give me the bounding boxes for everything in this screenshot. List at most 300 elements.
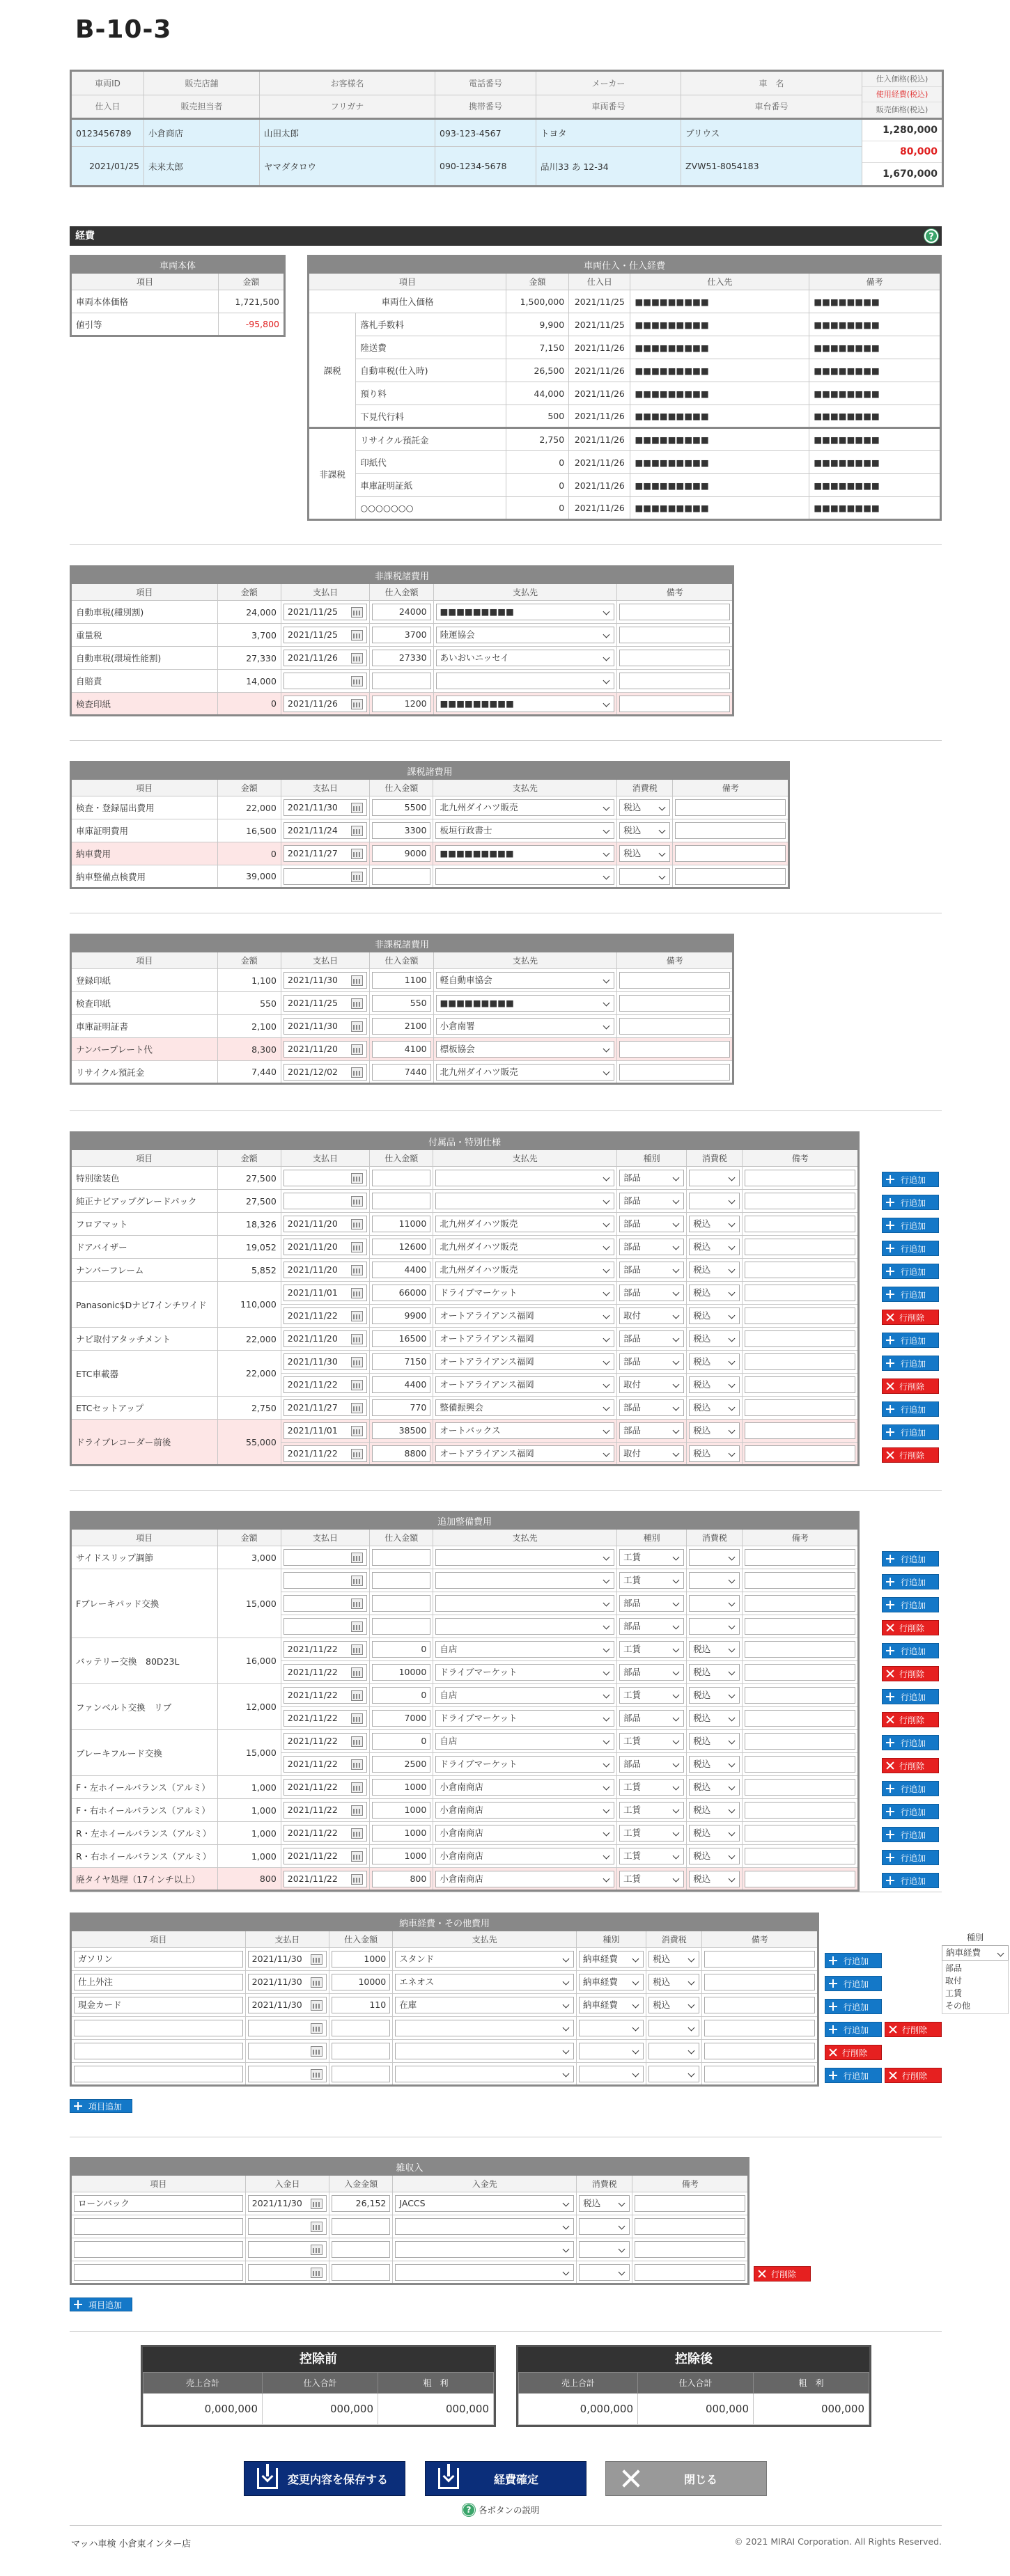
date-input[interactable] — [283, 1733, 367, 1750]
kind-select[interactable]: 部品 — [619, 1664, 684, 1681]
cost-input[interactable]: 9900 — [372, 1307, 430, 1324]
cost-input[interactable]: 0 — [372, 1733, 430, 1750]
payee-select[interactable]: オートアライアンス福岡 — [435, 1445, 614, 1462]
note-input[interactable] — [745, 1307, 855, 1324]
add-row-button[interactable] — [882, 1643, 939, 1658]
cost-input[interactable]: 4400 — [372, 1376, 430, 1393]
cost-input[interactable] — [372, 1572, 430, 1589]
payee-select[interactable] — [435, 1193, 614, 1209]
tax-select[interactable]: 税込 — [689, 1239, 740, 1255]
tax-select[interactable]: 税込 — [689, 1825, 740, 1841]
payee-select[interactable] — [436, 673, 615, 689]
calendar-icon[interactable] — [311, 1954, 323, 1965]
note-input[interactable] — [619, 1018, 730, 1035]
tax-select[interactable]: 税込 — [689, 1262, 740, 1278]
cost-input[interactable]: 4400 — [372, 1262, 430, 1278]
date-input[interactable] — [283, 1018, 367, 1035]
tax-select[interactable] — [579, 2241, 630, 2258]
cost-input[interactable]: 8800 — [372, 1445, 430, 1462]
add-row-button[interactable] — [882, 1689, 939, 1704]
date-input[interactable] — [283, 1262, 367, 1278]
add-row-button[interactable] — [882, 1424, 939, 1440]
date-input[interactable] — [283, 1641, 367, 1658]
tax-select[interactable]: 税込 — [689, 1848, 740, 1864]
note-input[interactable] — [745, 1262, 855, 1278]
tax-select[interactable] — [619, 868, 670, 885]
date-input[interactable] — [283, 1399, 367, 1416]
note-input[interactable] — [745, 1170, 855, 1186]
note-input[interactable] — [745, 1595, 855, 1612]
note-input[interactable] — [675, 799, 786, 816]
add-row-button[interactable] — [882, 1218, 939, 1233]
cost-input[interactable]: 12600 — [372, 1239, 430, 1255]
note-input[interactable] — [745, 1802, 855, 1819]
payee-select[interactable] — [395, 2020, 574, 2036]
cost-input[interactable] — [332, 2066, 390, 2082]
kind-select[interactable]: 部品 — [619, 1618, 684, 1635]
cost-input[interactable]: 1100 — [372, 972, 430, 989]
date-input[interactable] — [283, 1664, 367, 1681]
calendar-icon[interactable] — [351, 1311, 363, 1321]
kind-select[interactable] — [579, 2066, 644, 2082]
note-input[interactable] — [675, 845, 786, 862]
calendar-icon[interactable] — [351, 1644, 363, 1655]
note-input[interactable] — [745, 1216, 855, 1232]
cost-input[interactable]: 7000 — [372, 1710, 430, 1727]
cost-input[interactable]: 10000 — [372, 1664, 430, 1681]
kind-option[interactable]: その他 — [945, 2001, 971, 2011]
add-row-button[interactable] — [882, 1551, 939, 1566]
note-input[interactable] — [619, 1041, 730, 1058]
delete-row-button[interactable] — [882, 1712, 939, 1727]
kind-select[interactable] — [579, 2020, 644, 2036]
note-input[interactable] — [704, 2066, 815, 2082]
add-row-button[interactable] — [882, 1264, 939, 1279]
tax-select[interactable]: 税込 — [689, 1664, 740, 1681]
payee-select[interactable]: 北九州ダイハツ販売 — [436, 1064, 615, 1081]
date-input[interactable] — [283, 1422, 367, 1439]
calendar-icon[interactable] — [351, 676, 363, 686]
calendar-icon[interactable] — [311, 2245, 323, 2255]
date-input[interactable] — [283, 1445, 367, 1462]
calendar-icon[interactable] — [311, 2199, 323, 2209]
tax-select[interactable] — [579, 2264, 630, 2281]
cost-input[interactable]: 27330 — [372, 650, 430, 666]
date-input[interactable] — [248, 2043, 327, 2059]
calendar-icon[interactable] — [351, 653, 363, 663]
tax-select[interactable]: 税込 — [689, 1307, 740, 1324]
date-input[interactable] — [283, 696, 367, 712]
date-input[interactable] — [248, 1974, 327, 1990]
tax-select[interactable] — [689, 1193, 740, 1209]
calendar-icon[interactable] — [351, 1667, 363, 1678]
payee-select[interactable]: 北九州ダイハツ販売 — [435, 1239, 614, 1255]
payee-select[interactable]: あいおいニッセイ — [436, 650, 615, 666]
calendar-icon[interactable] — [351, 1219, 363, 1230]
tax-select[interactable]: 税込 — [689, 1802, 740, 1819]
payee-select[interactable]: ■■■■■■■■■ — [435, 845, 614, 862]
calendar-icon[interactable] — [351, 849, 363, 859]
payee-select[interactable] — [435, 868, 614, 885]
note-input[interactable] — [745, 1687, 855, 1704]
cost-input[interactable]: 1000 — [372, 1848, 430, 1864]
calendar-icon[interactable] — [351, 1851, 363, 1862]
delete-row-button[interactable] — [754, 2266, 811, 2282]
tax-select[interactable]: 税込 — [689, 1216, 740, 1232]
payee-select[interactable]: ドライブマーケット — [435, 1756, 614, 1773]
amount-input[interactable]: 26,152 — [332, 2195, 390, 2212]
payee-select[interactable] — [435, 1170, 614, 1186]
cost-input[interactable] — [372, 1595, 430, 1612]
kind-select[interactable]: 部品 — [619, 1285, 684, 1301]
calendar-icon[interactable] — [351, 699, 363, 709]
tax-select[interactable] — [689, 1572, 740, 1589]
calendar-icon[interactable] — [351, 1196, 363, 1207]
add-row-button[interactable] — [825, 1976, 882, 1991]
add-row-button[interactable] — [882, 1781, 939, 1796]
tax-select[interactable]: 税込 — [689, 1330, 740, 1347]
kind-select[interactable]: 部品 — [619, 1422, 684, 1439]
amount-input[interactable] — [332, 2264, 390, 2281]
date-input[interactable] — [283, 673, 367, 689]
calendar-icon[interactable] — [351, 975, 363, 986]
payee-select[interactable]: スタンド — [395, 1951, 574, 1968]
note-input[interactable] — [745, 1285, 855, 1301]
calendar-icon[interactable] — [351, 1265, 363, 1275]
item-input[interactable] — [74, 2043, 243, 2059]
note-input[interactable] — [704, 2043, 815, 2059]
tax-select[interactable] — [689, 1618, 740, 1635]
date-input[interactable] — [283, 799, 367, 816]
tax-select[interactable] — [689, 1595, 740, 1612]
tax-select[interactable]: 税込 — [689, 1641, 740, 1658]
calendar-icon[interactable] — [351, 1828, 363, 1839]
note-input[interactable] — [745, 1848, 855, 1864]
calendar-icon[interactable] — [351, 630, 363, 641]
note-input[interactable] — [619, 650, 730, 666]
payee-select[interactable]: オートアライアンス福岡 — [435, 1376, 614, 1393]
calendar-icon[interactable] — [351, 1334, 363, 1344]
date-input[interactable] — [248, 2195, 327, 2212]
date-input[interactable] — [283, 1170, 367, 1186]
payee-select[interactable]: 在庫 — [395, 1997, 574, 2013]
note-input[interactable] — [745, 1618, 855, 1635]
date-input[interactable] — [248, 1997, 327, 2013]
payee-select[interactable]: オートバックス — [435, 1422, 614, 1439]
note-input[interactable] — [619, 696, 730, 712]
kind-select[interactable]: 取付 — [619, 1307, 684, 1324]
tax-select[interactable] — [689, 1549, 740, 1566]
payee-select[interactable] — [435, 1572, 614, 1589]
calendar-icon[interactable] — [311, 2069, 323, 2080]
payee-select[interactable] — [395, 2066, 574, 2082]
item-input[interactable] — [74, 2066, 243, 2082]
kind-select[interactable]: 工賃 — [619, 1779, 684, 1796]
kind-select[interactable]: 部品 — [619, 1595, 684, 1612]
date-input[interactable] — [283, 1595, 367, 1612]
tax-select[interactable]: 税込 — [648, 1974, 699, 1990]
note-input[interactable] — [745, 1733, 855, 1750]
delete-row-button[interactable] — [885, 2022, 942, 2037]
kind-select[interactable]: 部品 — [619, 1330, 684, 1347]
cost-input[interactable]: 16500 — [372, 1330, 430, 1347]
note-input[interactable] — [745, 1376, 855, 1393]
kind-option[interactable]: 工賃 — [945, 1988, 963, 1998]
date-input[interactable] — [283, 1376, 367, 1393]
note-input[interactable] — [745, 1549, 855, 1566]
note-input[interactable] — [635, 2264, 745, 2281]
cost-input[interactable]: 66000 — [372, 1285, 430, 1301]
tax-select[interactable]: 税込 — [689, 1756, 740, 1773]
note-input[interactable] — [704, 2020, 815, 2036]
calendar-icon[interactable] — [351, 1621, 363, 1632]
cost-input[interactable]: 5500 — [372, 799, 430, 816]
kind-select[interactable]: 部品 — [619, 1399, 684, 1416]
delete-row-button[interactable] — [882, 1310, 939, 1325]
add-row-button[interactable] — [825, 2022, 882, 2037]
note-input[interactable] — [745, 1353, 855, 1370]
add-row-button[interactable] — [882, 1401, 939, 1417]
payee-select[interactable]: 陸運協会 — [436, 627, 615, 643]
item-input[interactable] — [74, 2218, 243, 2235]
tax-select[interactable] — [579, 2218, 630, 2235]
tax-select[interactable] — [689, 1170, 740, 1186]
kind-select[interactable]: 部品 — [619, 1262, 684, 1278]
tax-select[interactable]: 税込 — [689, 1710, 740, 1727]
payee-select[interactable]: 小倉南商店 — [435, 1848, 614, 1864]
note-input[interactable] — [704, 1951, 815, 1968]
item-input[interactable] — [74, 2020, 243, 2036]
tax-select[interactable]: 税込 — [689, 1779, 740, 1796]
date-input[interactable] — [283, 1064, 367, 1081]
payee-select[interactable]: 小倉南署 — [436, 1018, 615, 1035]
cost-input[interactable]: 3300 — [372, 822, 430, 839]
date-input[interactable] — [283, 1549, 367, 1566]
calendar-icon[interactable] — [351, 826, 363, 836]
kind-option[interactable]: 部品 — [945, 1963, 963, 1973]
payee-select[interactable]: ドライブマーケット — [435, 1664, 614, 1681]
calendar-icon[interactable] — [311, 2023, 323, 2034]
calendar-icon[interactable] — [351, 1782, 363, 1793]
calendar-icon[interactable] — [351, 1357, 363, 1367]
kind-select[interactable]: 部品 — [619, 1353, 684, 1370]
calendar-icon[interactable] — [351, 1759, 363, 1770]
tax-select[interactable]: 税込 — [689, 1687, 740, 1704]
add-row-button[interactable] — [882, 1333, 939, 1348]
calendar-icon[interactable] — [351, 872, 363, 882]
add-row-button[interactable] — [882, 1873, 939, 1888]
date-input[interactable] — [248, 1951, 327, 1968]
cost-input[interactable] — [372, 868, 430, 885]
tax-select[interactable]: 税込 — [619, 799, 670, 816]
delete-row-button[interactable] — [882, 1758, 939, 1773]
date-input[interactable] — [283, 1871, 367, 1887]
cost-input[interactable]: 3700 — [372, 627, 430, 643]
add-row-button[interactable] — [825, 1999, 882, 2014]
calendar-icon[interactable] — [311, 2268, 323, 2278]
date-input[interactable] — [283, 1779, 367, 1796]
tax-select[interactable]: 税込 — [689, 1285, 740, 1301]
kind-select[interactable]: 工賃 — [619, 1549, 684, 1566]
payee-select[interactable]: ドライブマーケット — [435, 1285, 614, 1301]
calendar-icon[interactable] — [351, 1288, 363, 1298]
payee-select[interactable]: 整備振興会 — [435, 1399, 614, 1416]
tax-select[interactable]: 税込 — [689, 1422, 740, 1439]
button-help-link[interactable] — [463, 2504, 540, 2516]
cost-input[interactable]: 0 — [372, 1687, 430, 1704]
calendar-icon[interactable] — [351, 1044, 363, 1055]
payee-select[interactable]: ■■■■■■■■■ — [436, 696, 615, 712]
payee-select[interactable]: 小倉南商店 — [435, 1802, 614, 1819]
calendar-icon[interactable] — [351, 1021, 363, 1032]
calendar-icon[interactable] — [351, 803, 363, 813]
kind-select[interactable]: 工賃 — [619, 1871, 684, 1887]
date-input[interactable] — [248, 2264, 327, 2281]
calendar-icon[interactable] — [351, 1426, 363, 1436]
payee-select[interactable]: 自店 — [435, 1687, 614, 1704]
kind-select[interactable]: 工賃 — [619, 1572, 684, 1589]
delete-row-button[interactable] — [885, 2068, 942, 2083]
calendar-icon[interactable] — [311, 2222, 323, 2232]
item-input[interactable]: 仕上外注 — [74, 1974, 243, 1990]
payee-select[interactable]: 北九州ダイハツ販売 — [435, 799, 614, 816]
add-row-button[interactable] — [882, 1850, 939, 1865]
kind-select[interactable]: 工賃 — [619, 1687, 684, 1704]
note-input[interactable] — [635, 2241, 745, 2258]
date-input[interactable] — [283, 627, 367, 643]
cost-input[interactable]: 1200 — [372, 696, 430, 712]
note-input[interactable] — [745, 1330, 855, 1347]
kind-select[interactable]: 部品 — [619, 1756, 684, 1773]
add-row-button[interactable] — [882, 1735, 939, 1750]
calendar-icon[interactable] — [311, 1977, 323, 1988]
note-input[interactable] — [619, 972, 730, 989]
date-input[interactable] — [283, 845, 367, 862]
date-input[interactable] — [283, 1307, 367, 1324]
date-input[interactable] — [283, 972, 367, 989]
help-icon[interactable]: ? — [924, 229, 938, 243]
note-input[interactable] — [619, 995, 730, 1012]
amount-input[interactable] — [332, 2241, 390, 2258]
date-input[interactable] — [283, 650, 367, 666]
calendar-icon[interactable] — [311, 2000, 323, 2011]
payee-select[interactable]: ドライブマーケット — [435, 1710, 614, 1727]
tax-select[interactable]: 税込 — [648, 1997, 699, 2013]
kind-select[interactable]: 部品 — [619, 1239, 684, 1255]
payee-select[interactable]: ■■■■■■■■■ — [436, 995, 615, 1012]
payee-select[interactable]: オートアライアンス福岡 — [435, 1353, 614, 1370]
item-input[interactable] — [74, 2241, 243, 2258]
cost-input[interactable] — [372, 1618, 430, 1635]
note-input[interactable] — [745, 1399, 855, 1416]
note-input[interactable] — [745, 1710, 855, 1727]
note-input[interactable] — [745, 1871, 855, 1887]
delete-row-button[interactable] — [882, 1447, 939, 1463]
calendar-icon[interactable] — [351, 1380, 363, 1390]
cost-input[interactable] — [372, 673, 430, 689]
item-input[interactable] — [74, 2264, 243, 2281]
payee-select[interactable]: 北九州ダイハツ販売 — [435, 1216, 614, 1232]
kind-option[interactable]: 取付 — [945, 1976, 963, 1986]
note-input[interactable] — [619, 673, 730, 689]
note-input[interactable] — [745, 1825, 855, 1841]
add-row-button[interactable] — [882, 1172, 939, 1187]
add-item-button[interactable] — [70, 2099, 132, 2113]
kind-select[interactable]: 工賃 — [619, 1733, 684, 1750]
payee-select[interactable]: オートアライアンス福岡 — [435, 1307, 614, 1324]
payee-select[interactable]: ■■■■■■■■■ — [436, 604, 615, 620]
tax-select[interactable]: 税込 — [619, 822, 670, 839]
calendar-icon[interactable] — [351, 1805, 363, 1816]
date-input[interactable] — [283, 1330, 367, 1347]
date-input[interactable] — [248, 2020, 327, 2036]
kind-select[interactable]: 納車経費 — [579, 1951, 644, 1968]
cost-input[interactable]: 9000 — [372, 845, 430, 862]
note-input[interactable] — [619, 604, 730, 620]
calendar-icon[interactable] — [351, 1599, 363, 1609]
date-input[interactable] — [283, 995, 367, 1012]
calendar-icon[interactable] — [351, 1690, 363, 1701]
payee-select[interactable] — [395, 2264, 574, 2281]
cost-input[interactable]: 2500 — [372, 1756, 430, 1773]
date-input[interactable] — [283, 1710, 367, 1727]
payee-select[interactable]: JACCS — [395, 2195, 574, 2212]
add-row-button[interactable] — [882, 1827, 939, 1842]
cost-input[interactable]: 7440 — [372, 1064, 430, 1081]
calendar-icon[interactable] — [351, 1242, 363, 1252]
calendar-icon[interactable] — [311, 2046, 323, 2057]
calendar-icon[interactable] — [351, 1449, 363, 1459]
date-input[interactable] — [283, 1041, 367, 1058]
calendar-icon[interactable] — [351, 1874, 363, 1885]
cost-input[interactable]: 2100 — [372, 1018, 430, 1035]
note-input[interactable] — [704, 1997, 815, 2013]
tax-select[interactable]: 税込 — [579, 2195, 630, 2212]
tax-select[interactable] — [648, 2066, 699, 2082]
add-row-button[interactable] — [882, 1356, 939, 1371]
date-input[interactable] — [283, 1802, 367, 1819]
payee-select[interactable]: 小倉南商店 — [435, 1825, 614, 1841]
add-row-button[interactable] — [882, 1574, 939, 1589]
date-input[interactable] — [283, 1848, 367, 1864]
amount-input[interactable] — [332, 2218, 390, 2235]
note-input[interactable] — [745, 1422, 855, 1439]
calendar-icon[interactable] — [351, 1553, 363, 1563]
date-input[interactable] — [283, 604, 367, 620]
date-input[interactable] — [248, 2241, 327, 2258]
tax-select[interactable]: 税込 — [619, 845, 670, 862]
delete-row-button[interactable] — [882, 1379, 939, 1394]
kind-select[interactable]: 工賃 — [619, 1802, 684, 1819]
date-input[interactable] — [283, 1353, 367, 1370]
note-input[interactable] — [745, 1779, 855, 1796]
cost-input[interactable]: 550 — [372, 995, 430, 1012]
date-input[interactable] — [248, 2218, 327, 2235]
date-input[interactable] — [283, 1756, 367, 1773]
cost-input[interactable] — [332, 2043, 390, 2059]
note-input[interactable] — [619, 1064, 730, 1081]
add-row-button[interactable] — [825, 1953, 882, 1968]
tax-select[interactable]: 税込 — [689, 1353, 740, 1370]
note-input[interactable] — [745, 1193, 855, 1209]
cost-input[interactable]: 24000 — [372, 604, 430, 620]
kind-options-select[interactable]: 納車経費 — [942, 1945, 1009, 1961]
cost-input[interactable]: 1000 — [332, 1951, 390, 1968]
cost-input[interactable] — [372, 1170, 430, 1186]
date-input[interactable] — [283, 822, 367, 839]
tax-select[interactable]: 税込 — [689, 1445, 740, 1462]
date-input[interactable] — [283, 1618, 367, 1635]
